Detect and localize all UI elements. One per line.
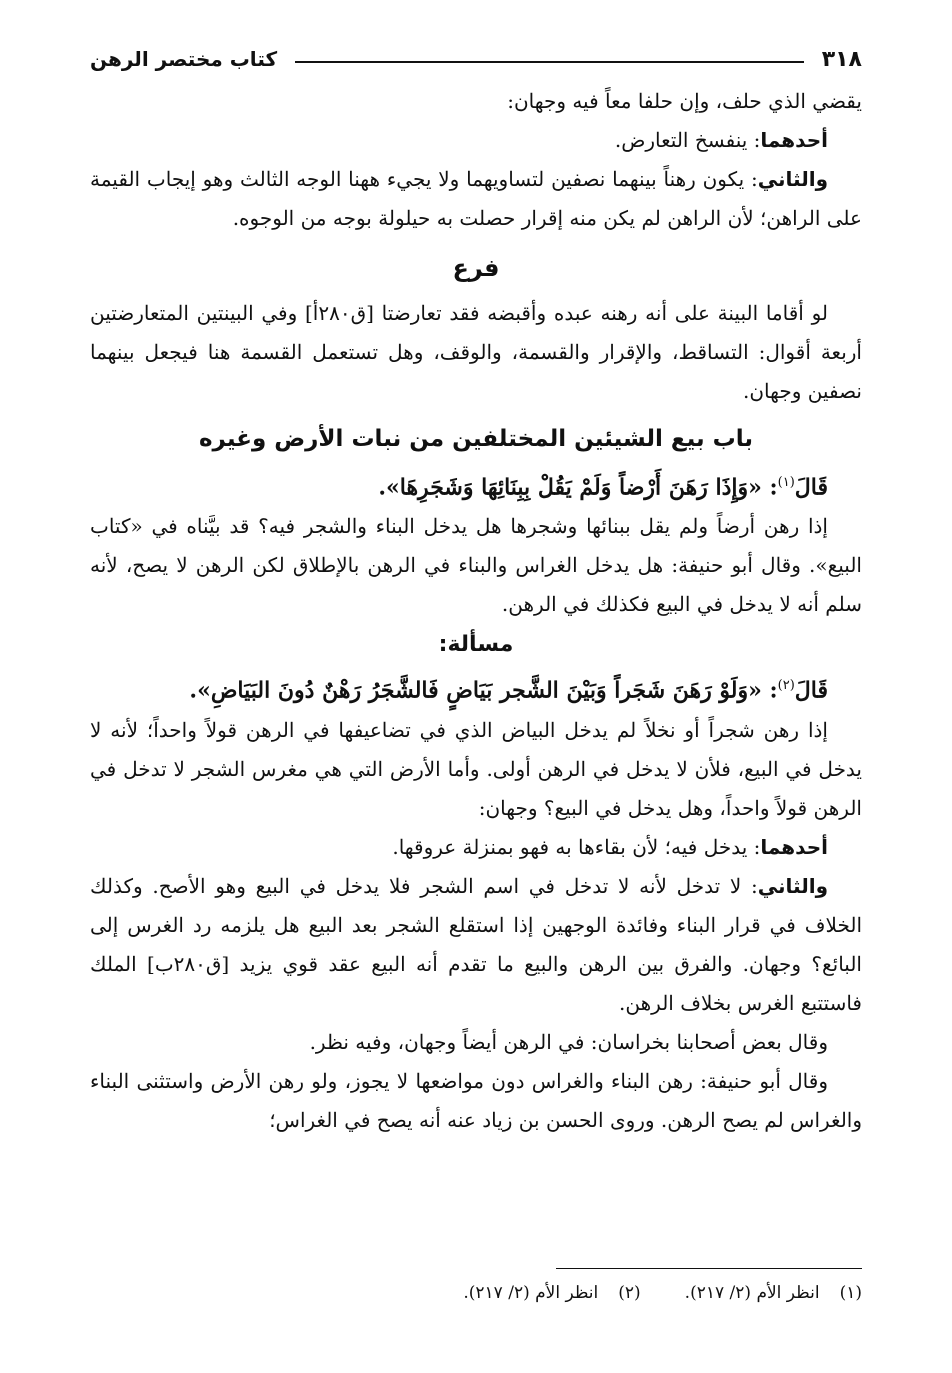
paragraph: إذا رهن أرضاً ولم يقل ببنائها وشجرها هل يدخل البناء والشجر فيه؟ قد بيَّناه في «كتاب البيع». وقال أبو حنيفة: هل يدخل الغراس والبناء في الرهن بالإطلاق لكن الرهن لا يصح، لأنه سلم أنه لا يدخل في البيع فكذلك في الرهن. — [90, 514, 862, 617]
quoted-text-line — [90, 666, 862, 710]
paragraph — [90, 867, 862, 1023]
term-label: والثاني — [757, 167, 828, 191]
section-heading: فرع — [452, 254, 500, 282]
paragraph: وقال أبو حنيفة: رهن البناء والغراس دون مواضعها لا يجوز، ولو رهن الأرض واستثنى البناء والغراس لم يصح الرهن. وروى الحسن بن زياد عنه أنه يصح في الغراس؛ — [90, 1068, 862, 1132]
paragraph — [90, 121, 862, 160]
paragraph — [90, 828, 862, 867]
main-text — [90, 82, 862, 1140]
term-label: والثاني — [757, 873, 828, 898]
footnote-marker: (٢) — [777, 678, 795, 694]
chapter-title: باب بيع الشيئين المختلفين من نبات الأرض وغيره — [198, 426, 754, 452]
paragraph-text: : لا تدخل لأنه لا تدخل في اسم الشجر فلا يدخل في البيع وهو الأصح. وكذلك الخلاف في قرار البناء وفائدة الوجهين إذا استقلع الشجر بعد البيع هل يلزمه رد الغرس إلى البائع؟ وجهان. والفرق بين الرهن والبيع ما تقدم أنه البيع عقد قوي يزيد [ق٢٨٠ب] الملك فاستتبع الغرس بخلاف الرهن. — [90, 873, 862, 1015]
paragraph-text: : يدخل فيه؛ لأن بقاءها به فهو بمنزلة عروقها. — [392, 834, 761, 859]
paragraph: يقضي الذي حلف، وإن حلفا معاً فيه وجهان: — [507, 89, 862, 113]
qala-word: قَالَ — [794, 677, 828, 704]
running-title: كتاب مختصر الرهن — [90, 47, 278, 71]
header-rule — [295, 61, 804, 63]
book-page — [90, 42, 862, 1303]
page-header — [90, 42, 862, 76]
quoted-text: : «وَلَوْ رَهَنَ شَجَراً وَبَيْنَ الشَّجر بَيَاضٍ فَالشَّجَرُ رَهْنٌ دُونَ البَيَاضِ». — [189, 677, 778, 704]
paragraph-text: : يكون رهناً بينهما نصفين لتساويهما ولا يجيء ههنا الوجه الثالث وهو إيجاب القيمة على الراهن؛ لأن الراهن لم يكن منه إقرار حصلت به حيلولة بوجه من الوجوه. — [90, 167, 862, 230]
footnote-number: (١) — [839, 1283, 862, 1303]
paragraph: لو أقاما البينة على أنه رهنه عبده وأقبضه فقد تعارضتا [ق٢٨٠أ] وفي البينتين المتعارضتين أربعة أقوال: التساقط، والإقرار والقسمة، والوقف، وهل تستعمل القسمة هنا فيجعل بينهما نصفين وجهان. — [90, 301, 862, 403]
footnote-rule — [556, 1268, 862, 1269]
footnote-number: (٢) — [618, 1283, 641, 1303]
quoted-text: : «وَإِذَا رَهَنَ أَرْضاً وَلَمْ يَقُلْ بِبِنَائِهَا وَشَجَرِهَا». — [378, 474, 778, 501]
paragraph — [90, 160, 862, 238]
footnote — [463, 1278, 640, 1308]
footnote-text: انظر الأم (٢/ ٢١٧). — [684, 1283, 820, 1303]
term-label: أحدهما — [760, 128, 828, 152]
paragraph-text: : ينفسخ التعارض. — [614, 128, 761, 152]
footnote-marker: (١) — [777, 475, 795, 490]
term-label: أحدهما — [760, 834, 828, 859]
quoted-text-line — [90, 463, 862, 507]
page-number: ٣١٨ — [821, 46, 862, 72]
footnotes — [90, 1278, 862, 1308]
paragraph: وقال بعض أصحابنا بخراسان: في الرهن أيضاً وجهان، وفيه نظر. — [309, 1029, 828, 1054]
qala-word: قَالَ — [794, 474, 828, 501]
paragraph: إذا رهن شجراً أو نخلاً لم يدخل البياض الذي في تضاعيفها في الرهن قولاً واحداً؛ لأنه لا يدخل في البيع، فلأن لا يدخل في الرهن أولى. وأما الأرض التي هي مغرس الشجر لا تدخل في الرهن قولاً واحداً، وهل يدخل في البيع؟ وجهان: — [90, 717, 862, 820]
footnote-text: انظر الأم (٢/ ٢١٧). — [463, 1283, 599, 1303]
footnote — [685, 1278, 862, 1308]
masala-heading: مسألة: — [438, 632, 514, 658]
